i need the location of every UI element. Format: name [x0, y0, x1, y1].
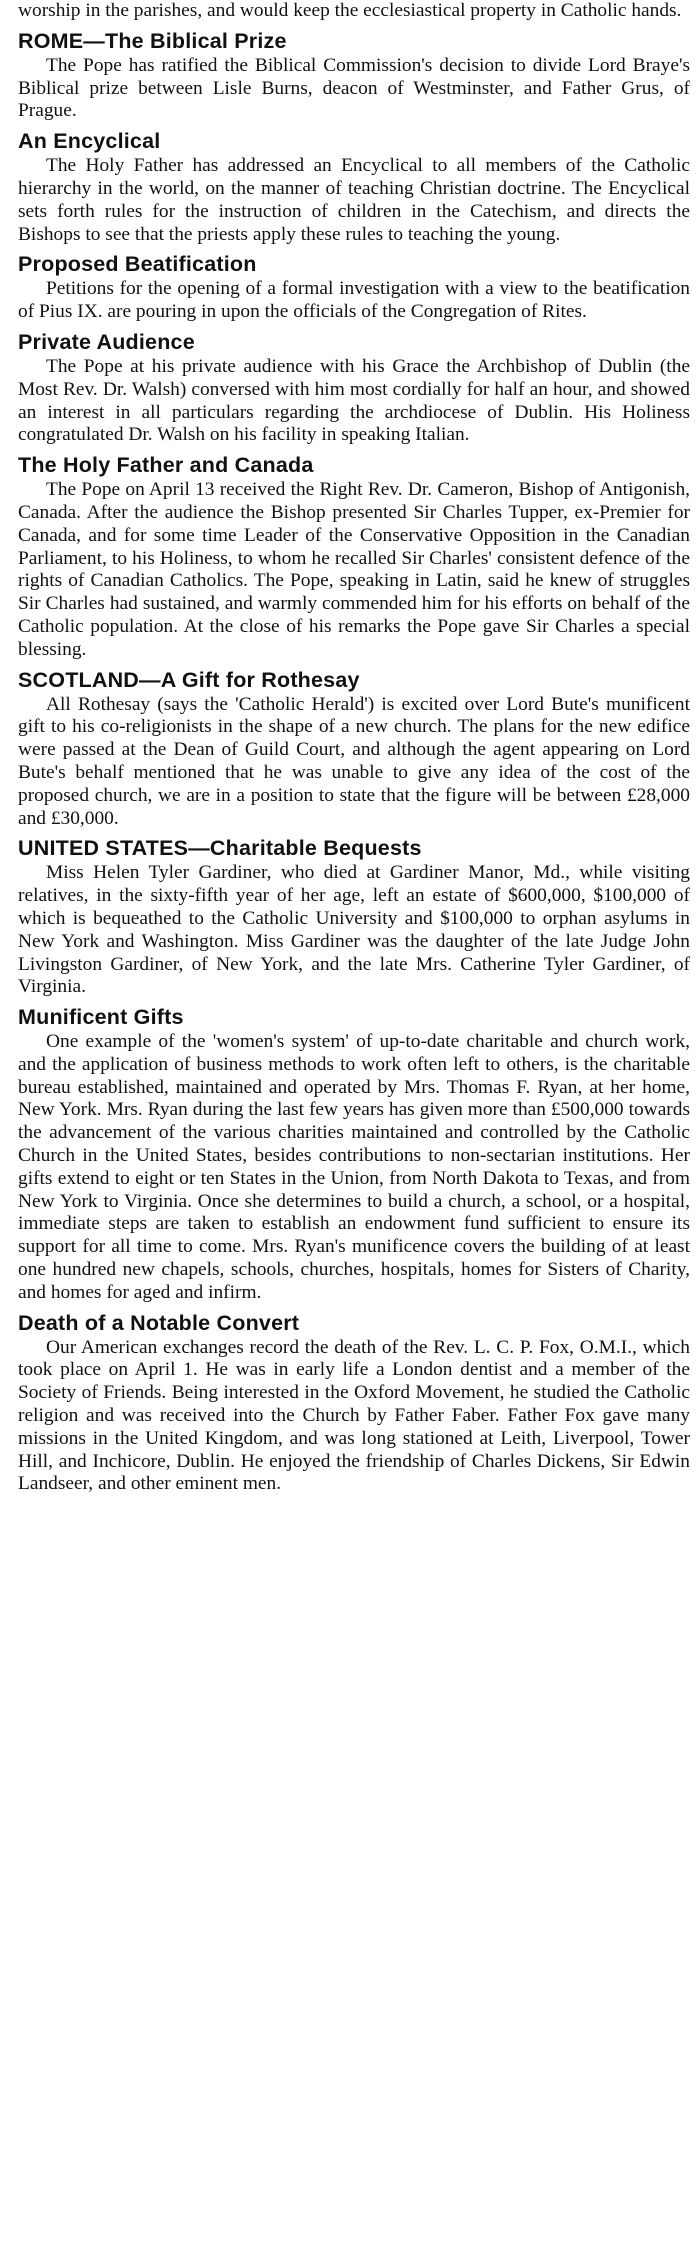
section-heading: SCOTLAND—A Gift for Rothesay: [18, 667, 360, 692]
section-munificent-gifts: [18, 1004, 690, 1305]
section-heading: UNITED STATES—Charitable Bequests: [18, 836, 422, 861]
section-notable-convert: [18, 1310, 690, 1497]
section-united-states-bequests: [18, 835, 690, 999]
lead-paragraph: [18, 0, 690, 23]
section-heading: Death of a Notable Convert: [18, 1310, 300, 1335]
section-body: The Pope has ratified the Biblical Commission's decision to divide Lord Braye's Biblical prize between Lisle Burns, deacon of Westminster, and Father Grus, of Prague.: [18, 54, 690, 122]
section-heading: Munificent Gifts: [18, 1005, 184, 1030]
section-heading: An Encyclical: [18, 129, 161, 154]
section-body: Miss Helen Tyler Gardiner, who died at Gardiner Manor, Md., while visiting relatives, in the sixty-fifth year of her age, left an estate of $600,000, $100,000 of which is bequeathed to the Catholic University and $100,000 to orphan asylums in New York and Washington. Miss Gardiner was the daughter of the late Judge John Livingston Gardiner, of New York, and the late Mrs. Catherine Tyler Gardiner, of Virginia.: [18, 862, 690, 998]
section-body: Our American exchanges record the death of the Rev. L. C. P. Fox, O.M.I., which took place on April 1. He was in early life a London dentist and a member of the Society of Friends. Being interested in the Oxford Movement, he studied the Catholic religion and was received into the Church by Father Faber. Father Fox gave many missions in the United Kingdom, and was long stationed at Leith, Liverpool, Tower Hill, and Inchicore, Dublin. He enjoyed the friendship of Charles Dickens, Sir Edwin Landseer, and other eminent men.: [18, 1336, 690, 1495]
section-proposed-beatification: [18, 251, 690, 324]
section-body: Petitions for the opening of a formal investigation with a view to the beatification of Pius IX. are pouring in upon the officials of the Congregation of Rites.: [18, 278, 690, 323]
section-rome-biblical-prize: [18, 28, 690, 123]
section-private-audience: [18, 329, 690, 447]
section-body: The Pope at his private audience with his Grace the Archbishop of Dublin (the Most Rev. Dr. Walsh) conversed with him most cordially for half an hour, and showed an interest in all particulars regarding the archdiocese of Dublin. His Holiness congratulated Dr. Walsh on his facility in speaking Italian.: [18, 355, 690, 446]
section-encyclical: [18, 128, 690, 246]
section-heading: The Holy Father and Canada: [18, 453, 314, 478]
section-holy-father-canada: [18, 452, 690, 661]
section-body: The Pope on April 13 received the Right Rev. Dr. Cameron, Bishop of Antigonish, Canada. After the audience the Bishop presented Sir Charles Tupper, ex-Premier for Canada, and for some time Leader of the Conservative Opposition in the Canadian Parliament, to his Holiness, to whom he recalled Sir Charles' consistent defence of the rights of Canadian Catholics. The Pope, speaking in Latin, said he knew of struggles Sir Charles had sustained, and warmly commended him for his efforts on behalf of the Catholic population. At the close of his remarks the Pope gave Sir Charles a special blessing.: [18, 479, 690, 660]
section-heading: ROME—The Biblical Prize: [18, 28, 287, 53]
section-heading: Private Audience: [18, 329, 195, 354]
section-body: The Holy Father has addressed an Encyclical to all members of the Catholic hierarchy in the world, on the manner of teaching Christian doctrine. The Encyclical sets forth rules for the instruction of children in the Catechism, and directs the Bishops to see that the priests apply these rules to teaching the young.: [18, 155, 690, 245]
section-scotland-rothesay: [18, 667, 690, 831]
lead-text: worship in the parishes, and would keep the ecclesiastical property in Catholic hands.: [18, 0, 682, 21]
section-body: One example of the 'women's system' of up-to-date charitable and church work, and the application of business methods to work often left to others, is the charitable bureau established, maintained and operated by Mrs. Thomas F. Ryan, at her home, New York. Mrs. Ryan during the last few years has given more than £500,000 towards the advancement of the various charities maintained and controlled by the Catholic Church in the United States, besides contributions to non-sectarian institutions. Her gifts extend to eight or ten States in the Union, from North Dakota to Texas, and from New York to Virginia. Once she determines to build a church, a school, or a hospital, immediate steps are taken to establish an endowment fund sufficient to ensure its support for all time to come. Mrs. Ryan's munificence covers the building of at least one hundred new chapels, schools, churches, hospitals, homes for Sisters of Charity, and homes for aged and infirm.: [18, 1031, 690, 1303]
section-body: All Rothesay (says the 'Catholic Herald') is excited over Lord Bute's munificent gift to his co-religionists in the shape of a new church. The plans for the new edifice were passed at the Dean of Guild Court, and although the agent appearing on Lord Bute's behalf mentioned that he was unable to give any idea of the cost of the proposed church, we are in a position to state that the figure will be between £28,000 and £30,000.: [18, 693, 690, 829]
section-heading: Proposed Beatification: [18, 252, 257, 277]
